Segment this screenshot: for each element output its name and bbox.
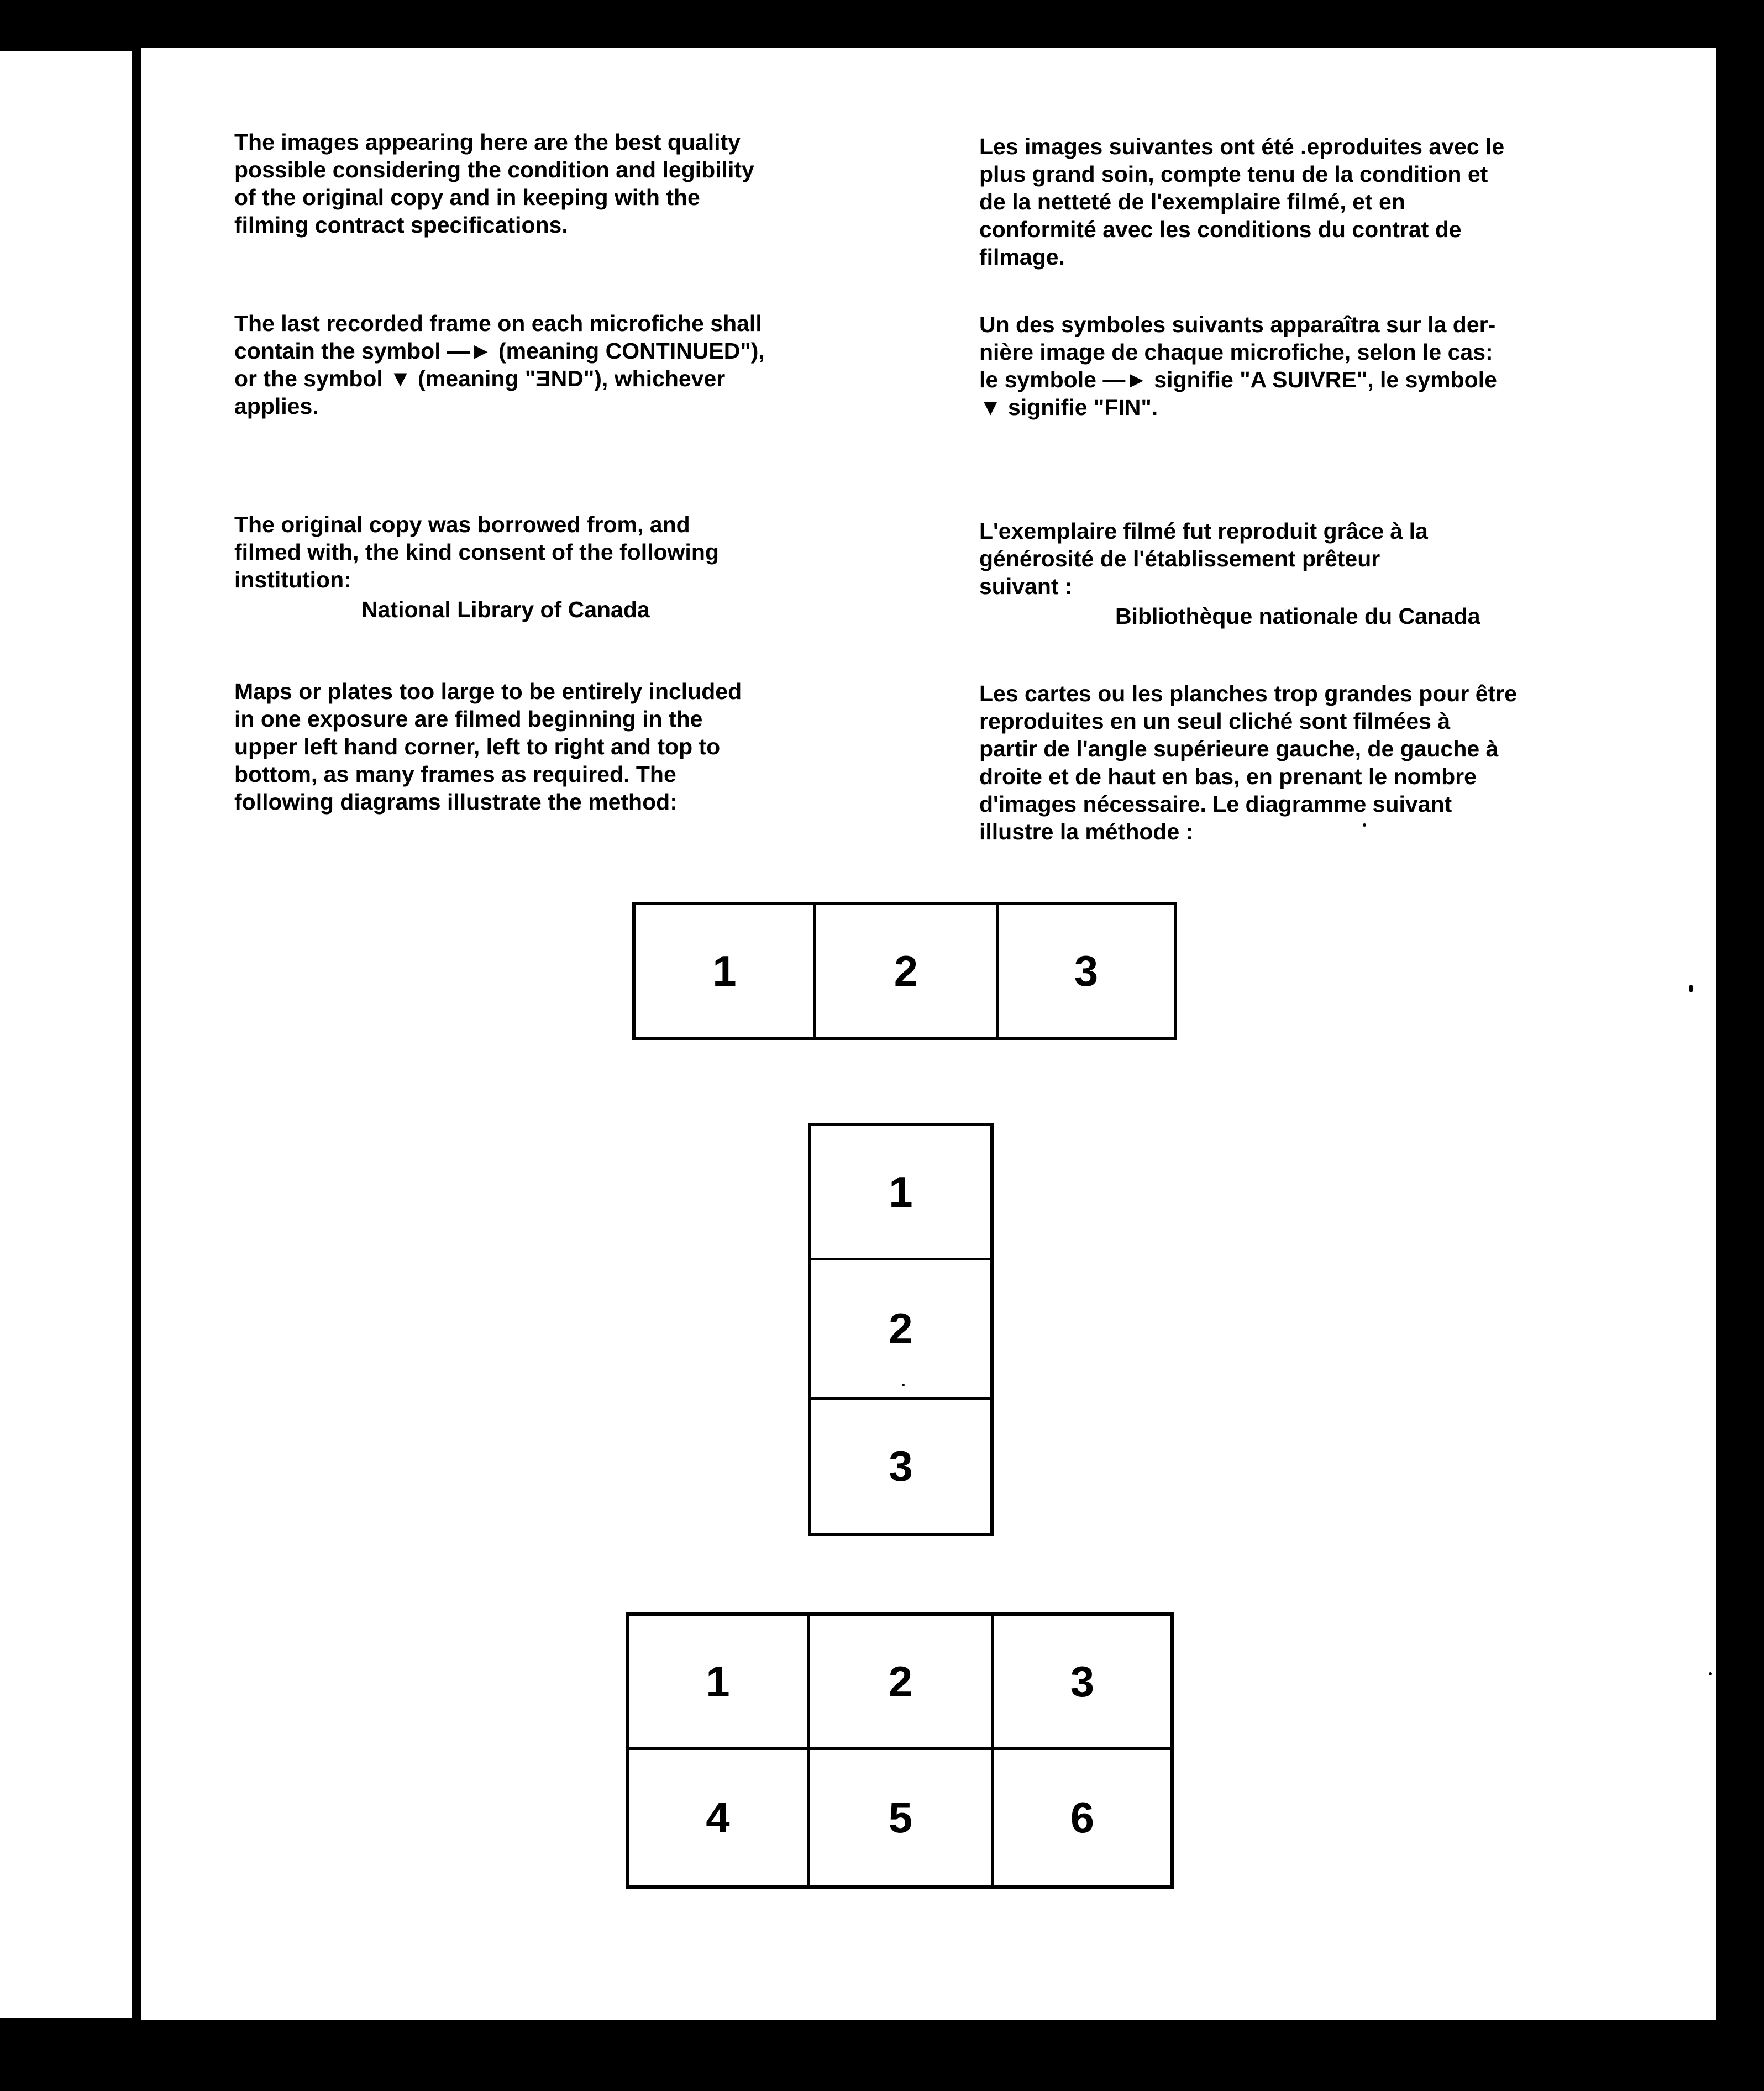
frame-cell: 3 [889,1442,913,1490]
french-institution-note: L'exemplaire filmé fut reproduit grâce à la générosité de l'établissement prêteur suivant : [979,518,1428,599]
horizontal-frames-diagram [632,902,1177,1040]
grid-frames-diagram [626,1612,1174,1889]
english-institution-name: National Library of Canada [361,597,650,622]
frame-cell: 1 [712,946,737,995]
adjacent-page-edge [0,51,132,2018]
scan-speck [902,1384,905,1386]
scan-speck [1363,823,1366,827]
vertical-frames-diagram [808,1123,994,1536]
french-quality-note: Les images suivantes ont été .eproduites avec le plus grand soin, compte tenu de la condition et de la netteté de l'exemplaire filmé, et en conformité avec les conditions du contrat de filmage. [979,134,1505,270]
english-institution-note: The original copy was borrowed from, and filmed with, the kind consent of the following institution: [234,512,719,592]
scan-speck [1709,1672,1712,1675]
frame-cell: 3 [1074,946,1099,995]
frame-cell: 1 [706,1657,730,1706]
frame-cell: 2 [888,1657,913,1706]
english-quality-note: The images appearing here are the best quality possible considering the condition and legibility of the original copy and in keeping with the filming contract specifications. [234,129,754,238]
french-symbol-note: Un des symboles suivants apparaîtra sur la der- nière image de chaque microfiche, selon le cas: le symbole —► signifie "A SUIVRE", le symbole ▼ signifie "FIN". [979,312,1497,420]
frame-cell: 1 [889,1167,913,1216]
frame-cell: 2 [894,946,918,995]
frame-cell: 4 [706,1793,730,1842]
frame-cell: 3 [1070,1657,1095,1706]
english-method-note: Maps or plates too large to be entirely included in one exposure are filmed beginning in the upper left hand corner, left to right and top to bottom, as many frames as required. The following diagrams illustrate the method: [234,679,742,815]
english-symbol-note: The last recorded frame on each microfiche shall contain the symbol —► (meaning CONTINUED"), or the symbol ▼ (meaning "ƎND"), whichever applies. [234,311,765,419]
frame-cell: 5 [888,1793,913,1842]
scan-speck [1689,985,1693,992]
french-method-note: Les cartes ou les planches trop grandes pour être reproduites en un seul cliché sont filmées à partir de l'angle supérieure gauche, de gauche à droite et de haut en bas, en prenant le nombre d'images nécessaire. Le diagramme suivant illustre la méthode : [979,681,1517,844]
document-page [141,48,1716,2020]
frame-cell: 2 [889,1304,913,1353]
frame-cell: 6 [1070,1793,1095,1842]
french-institution-name: Bibliothèque nationale du Canada [1115,603,1481,629]
